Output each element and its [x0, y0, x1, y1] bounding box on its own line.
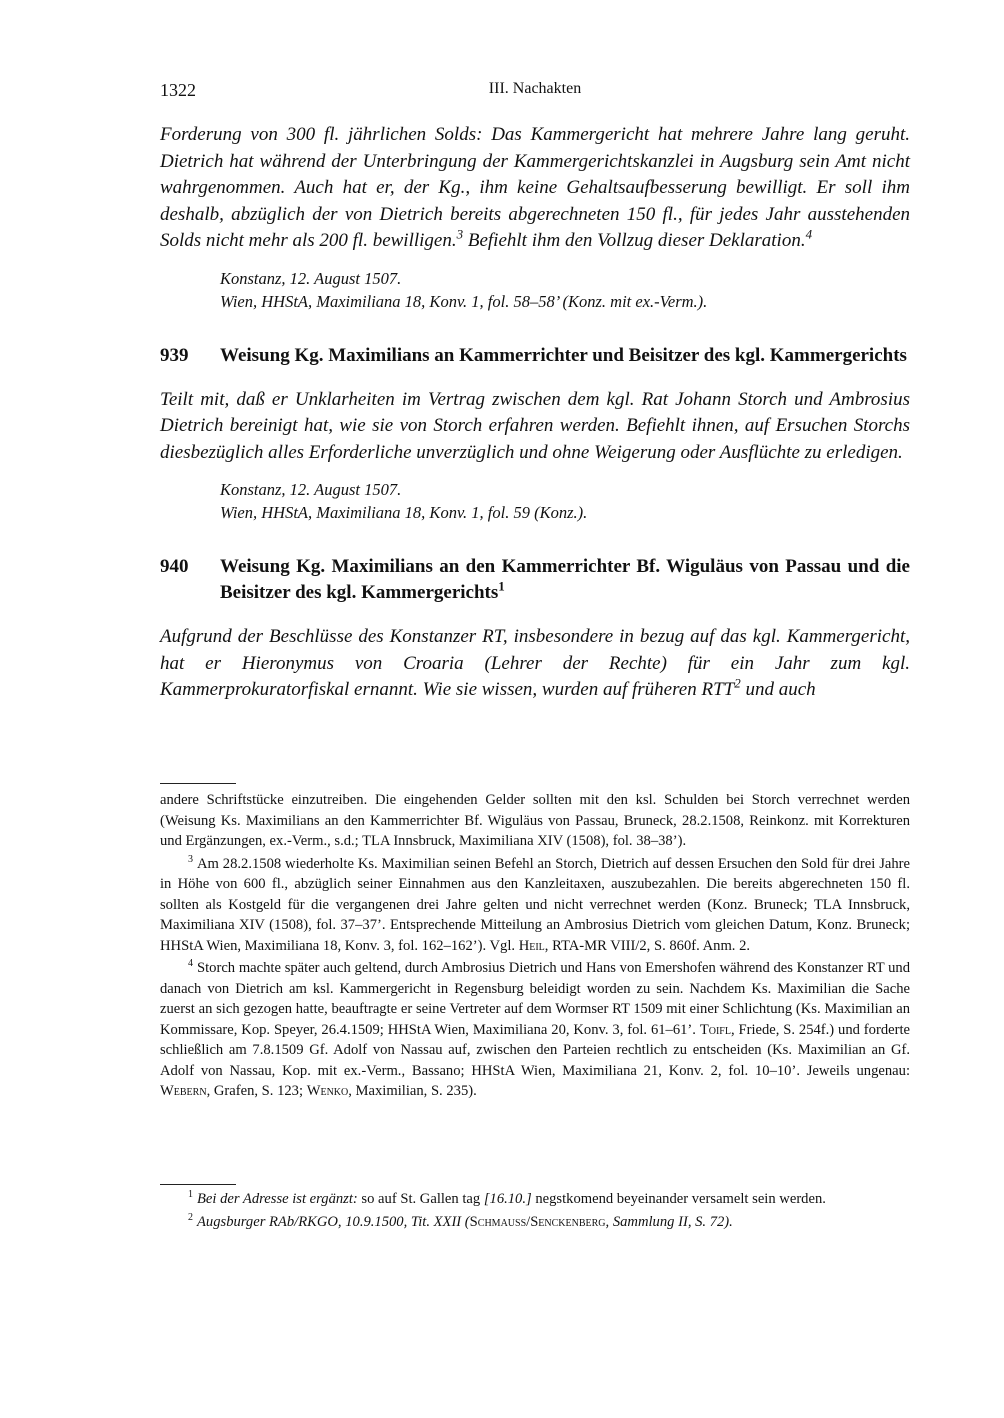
- running-title: III. Nachakten: [488, 80, 582, 97]
- page-number: 1322: [160, 80, 196, 100]
- footnote-3: $^3$ Am 28.2.1508 wiederholte Ks. Maximilian seinen Befehl an Storch, Dietrich auf dessen Ersuchen den Sold für drei Jahre in Höhe von 600 fl., abzüglich seiner Einnahmen aus den Kanzleitaxen, auszubezahlen. Die bereits abgerechneten 150 fl. sollten als Kostgeld für die vergangenen drei Jahre gelten und nicht verrechnet werden (Konz. Bruneck; TLA Innsbruck, Maximiliana XIV (1508), fol. 37–37’. Entsprechende Mitteilung an Ambrosius Dietrich vom gleichen Datum, Konz. Bruneck; HHStA Wien, Maximiliana 18, Konv. 3, fol. 162–162’). Vgl. Heil, RTA-MR VIII/2, S. 860f. Anm. 2.: [160, 853, 910, 954]
- doc-939-meta: [160, 478, 910, 524]
- archive-source: Wien, HHStA, Maximiliana 18, Konv. 1, fol. 59 (Konz.).: [220, 503, 588, 522]
- footnote-2: $^2$ Augsburger RAb/RKGO, 10.9.1500, Tit. XXII (Schmauss/Senckenberg, Sammlung II, S. 72).: [188, 1211, 733, 1230]
- doc-940-summary: Aufgrund der Beschlüsse des Konstanzer RT, insbesondere in bezug auf das kgl. Kammergericht, hat er Hieronymus von Croaria (Lehrer der Rechte) für ein Jahr zum kgl. Kammerprokuratorfiskal ernannt. Wie sie wissen, wurden auf früheren RTT$^2$ und auch: [160, 626, 910, 700]
- footnote-continuation: andere Schriftstücke einzutreiben. Die eingehenden Gelder sollten mit den ksl. Schulden bei Storch verrechnet werden (Weisung Ks. Maximilians an den Kammerrichter Bf. Wiguläus von Passau, Bruneck, 28.2.1508, Reinkonz. mit Korrekturen und Ergänzungen, ex.-Verm., s.d.; TLA Innsbruck, Maximiliana XIV (1508), fol. 38–38’).: [160, 792, 910, 849]
- main-text: [160, 122, 910, 704]
- archive-source: Wien, HHStA, Maximiliana 18, Konv. 1, fol. 58–58’ (Konz. mit ex.-Verm.).: [220, 291, 708, 311]
- doc-939-summary: Teilt mit, daß er Unklarheiten im Vertrag zwischen dem kgl. Rat Johann Storch und Ambrosius Dietrich bereinigt hat, wie sie von Storch erfahren werden. Befiehlt ihnen, auf Ersuchen Storchs diesbezüglich alles Erforderliche unverzüglich und ohne Weigerung oder Ausflüchte zu erledigen.: [160, 388, 910, 463]
- doc-title: Weisung Kg. Maximilians an Kammerrichter und Beisitzer des kgl. Kammergerichts: [220, 344, 907, 366]
- page-header: [160, 80, 910, 106]
- footnotes-upper: [160, 783, 910, 1102]
- place-date: Konstanz, 12. August 1507.: [220, 480, 402, 499]
- doc-number: 939: [160, 344, 189, 366]
- footnotes-lower: [160, 1184, 910, 1232]
- place-date: Konstanz, 12. August 1507.: [220, 268, 402, 288]
- footnote-4: $^4$ Storch machte später auch geltend, durch Ambrosius Dietrich und Hans von Emershofen während des Konstanzer RT und danach von Dietrich am ksl. Kammergericht in Regensburg beleidigt worden zu sein. Nachdem Ks. Maximilian die Sache zuerst an sich gezogen hatte, beauftragte er seine Vertreter auf dem Wormser RT 1509 mit einer Schlichtung (Ks. Maximilian an Kommissare, Kop. Speyer, 26.4.1509; HHStA Wien, Maximiliana 20, Konv. 3, fol. 61–61’. Toifl, Friede, S. 254f.) und forderte schließlich am 7.8.1509 Gf. Adolf von Nassau auf, zwischen den Parteien rechtlich zu entscheiden (Ks. Maximilian an Gf. Adolf von Nassau, Kop. mit ex.-Verm., Bassano; HHStA Wien, Maximiliana 21, Konv. 2, fol. 10–10’. Jeweils ungenau: Webern, Grafen, S. 123; Wenko, Maximilian, S. 235).: [160, 958, 910, 1099]
- continuation-meta: [160, 267, 910, 313]
- doc-title: Weisung Kg. Maximilians an den Kammerrichter Bf. Wiguläus von Passau und die Beisitzer des kgl. Kammergerichts$^1$: [220, 556, 910, 603]
- footnote-ref[interactable]: 3: [456, 226, 464, 242]
- footnote-ref[interactable]: 2: [734, 675, 741, 691]
- footnote-ref[interactable]: 1: [498, 578, 505, 594]
- footnote-1: $^1$ Bei der Adresse ist ergänzt: so auf St. Gallen tag [16.10.] negstkomend beyeinander versamelt sein werden.: [188, 1189, 826, 1207]
- doc-940-heading: [160, 554, 910, 606]
- continuation-summary: Forderung von 300 fl. jährlichen Solds: Das Kammergericht hat mehrere Jahre lang geruht. Dietrich hat während der Unterbringung der Kammergerichtskanzlei in Augsburg sein Amt nicht wahrgenommen. Auch hat er, der Kg., ihm keine Gehaltsaufbesserung bewilligt. Er soll ihm deshalb, abzüglich der von Dietrich bereits abgerechneten 150 fl., für jedes Jahr ausstehenden Solds nicht mehr als 200 fl. bewilligen.$^3$ Befiehlt ihm den Vollzug dieser Deklaration.$^4$: [160, 124, 910, 251]
- footnote-divider: [160, 1184, 236, 1185]
- doc-939-heading: [160, 343, 910, 369]
- footnote-divider: [160, 783, 236, 784]
- doc-number: 940: [160, 556, 189, 577]
- footnote-ref[interactable]: 4: [805, 226, 813, 242]
